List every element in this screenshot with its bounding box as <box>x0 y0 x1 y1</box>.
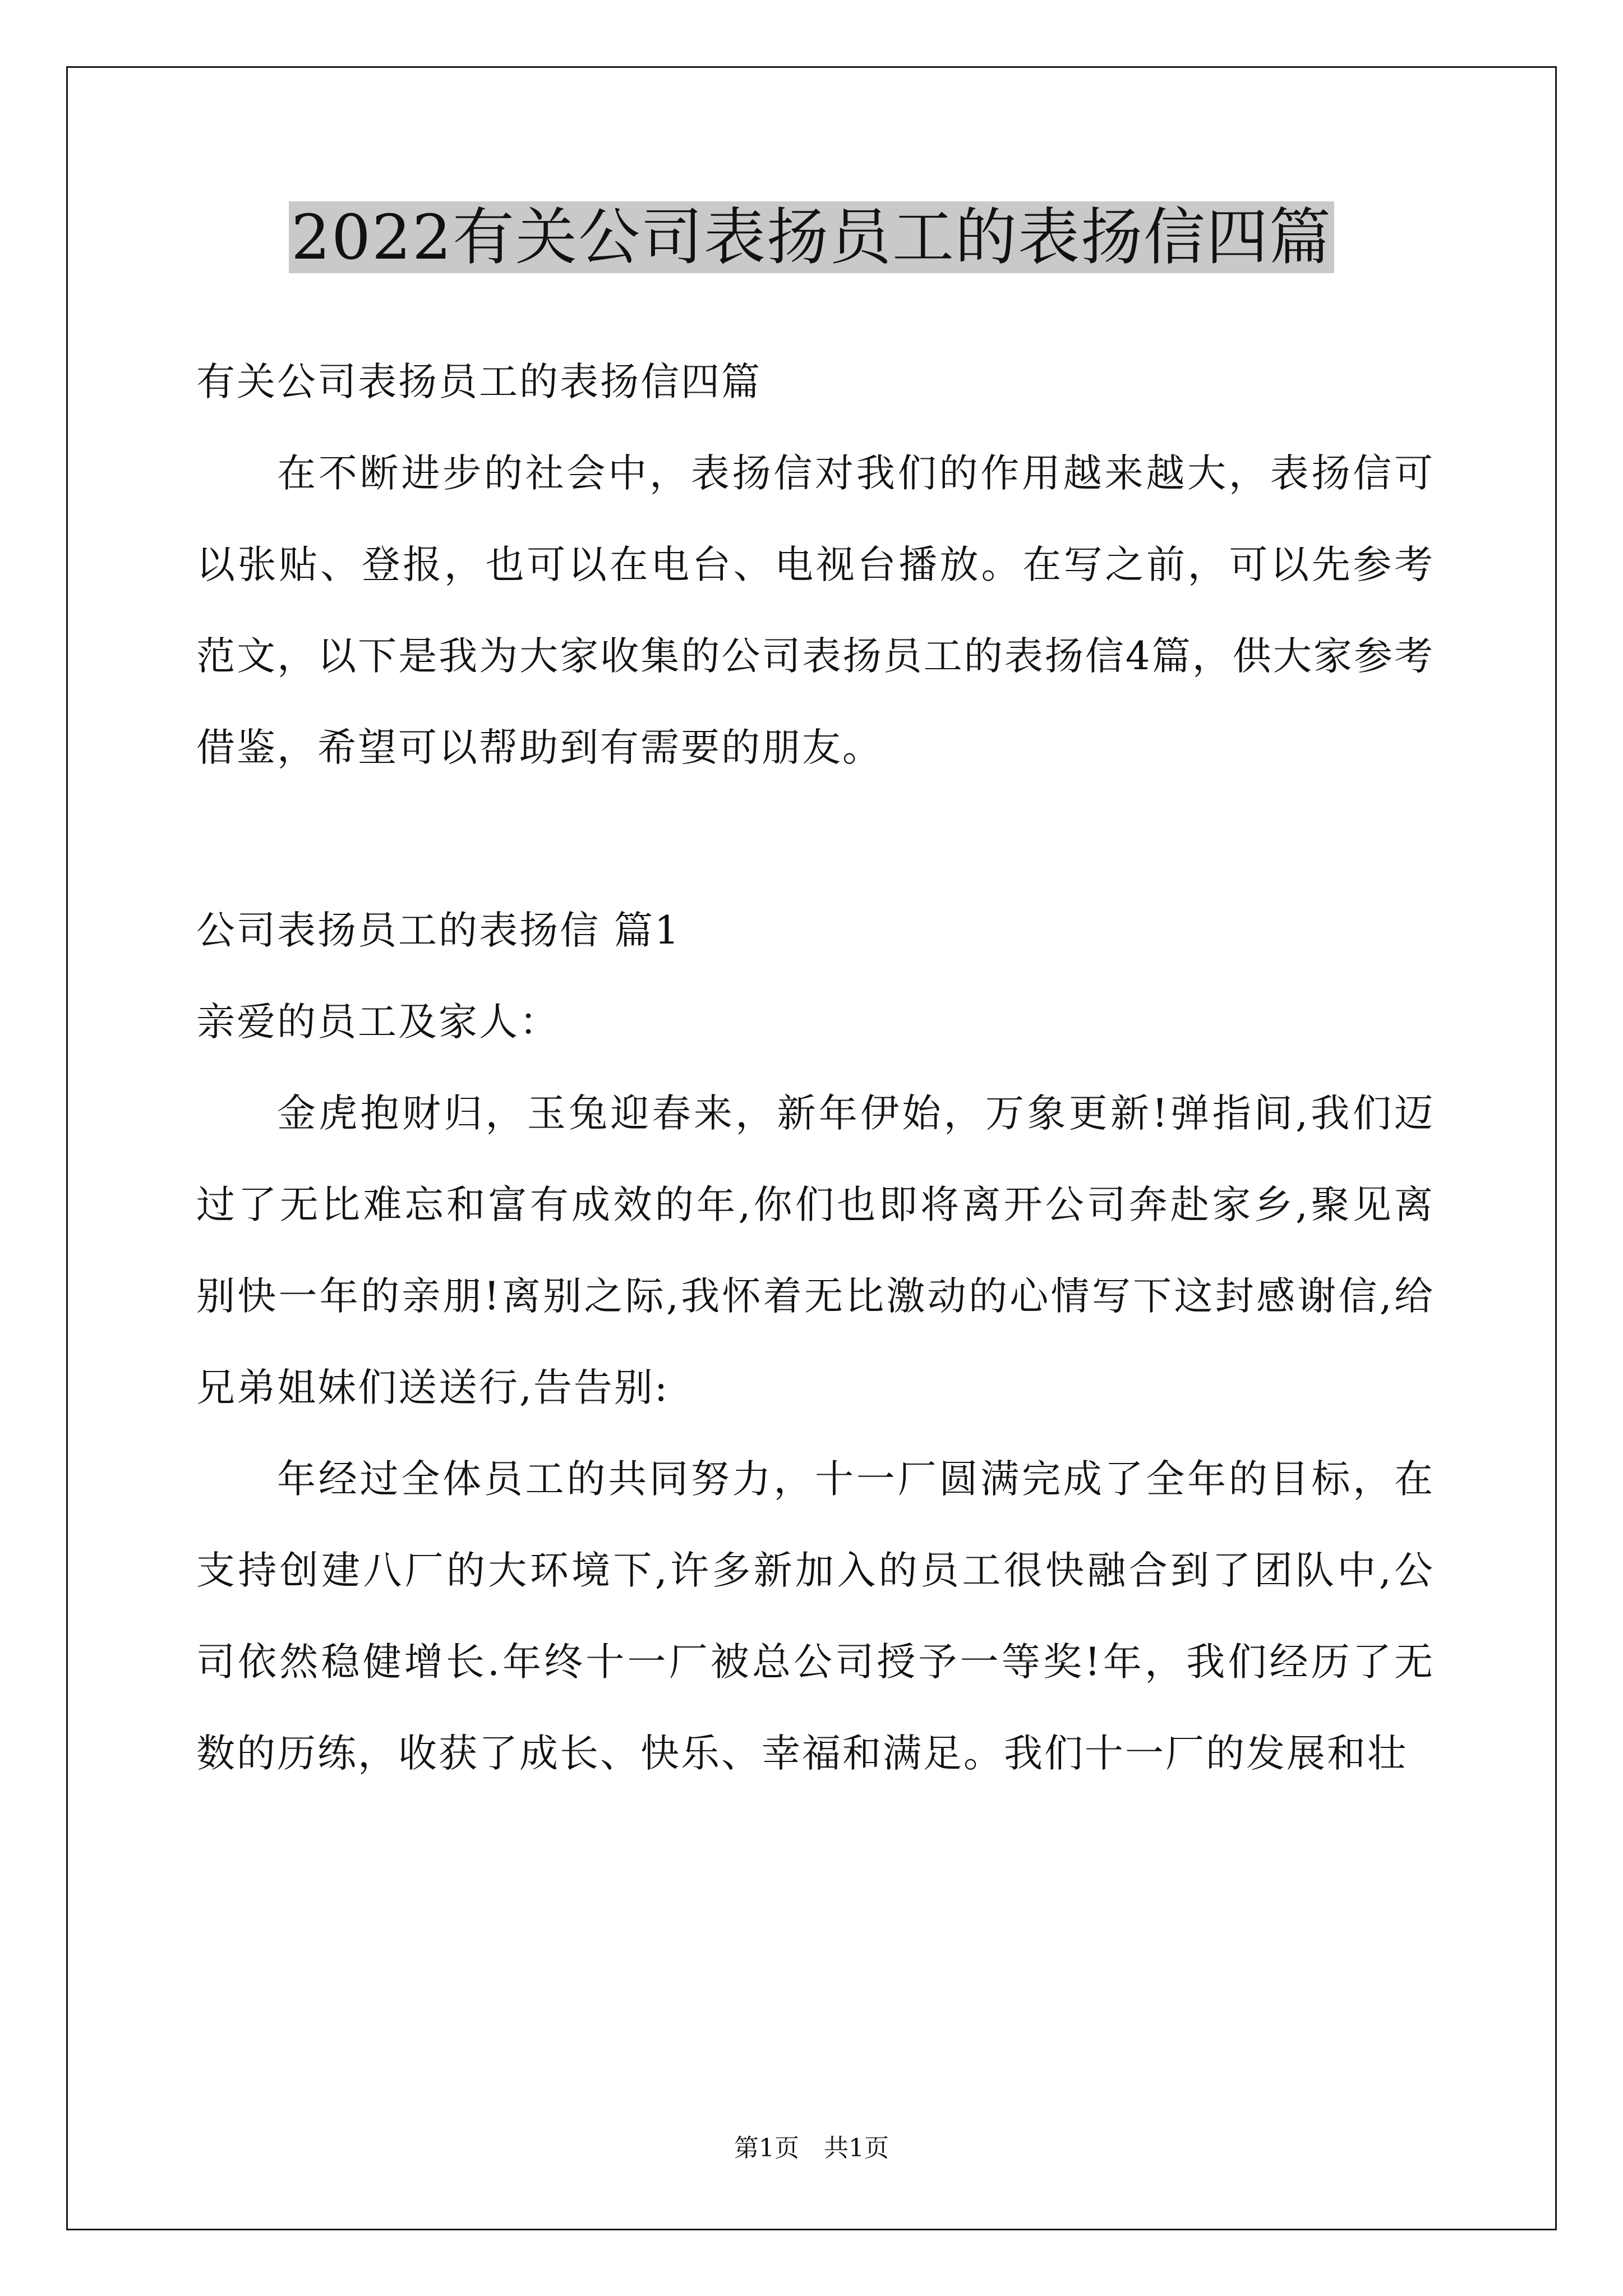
document-title <box>0 195 1623 279</box>
page-footer: 第1页 共1页 <box>734 2134 889 2162</box>
intro-paragraph: 在不断进步的社会中，表扬信对我们的作用越来越大，表扬信可以张贴、登报，也可以在电台、电视台播放。在写之前，可以先参考范文，以下是我为大家收集的公司表扬员工的表扬信4篇，供大家参考借鉴，希望可以帮助到有需要的朋友。 <box>196 451 1435 770</box>
section-heading: 公司表扬员工的表扬信 篇1 <box>196 908 681 953</box>
document-title-text: 2022有关公司表扬员工的表扬信四篇 <box>289 201 1334 273</box>
subtitle-paragraph: 有关公司表扬员工的表扬信四篇 <box>196 360 762 404</box>
body-paragraph-1: 金虎抱财归，玉兔迎春来，新年伊始，万象更新!弹指间,我们迈过了无比难忘和富有成效的年,你们也即将离开公司奔赴家乡,聚见离别快一年的亲朋!离别之际,我怀着无比激动的心情写下这封感谢信,给兄弟姐妹们送送行,告告别: <box>196 1091 1435 1410</box>
salutation: 亲爱的员工及家人： <box>196 1000 560 1045</box>
body-paragraph-2: 年经过全体员工的共同努力，十一厂圆满完成了全年的目标，在支持创建八厂的大环境下,许多新加入的员工很快融合到了团队中,公司依然稳健增长.年终十一厂被总公司授予一等奖!年，我们经历了无数的历练，收获了成长、快乐、幸福和满足。我们十一厂的发展和壮 <box>196 1457 1435 1776</box>
